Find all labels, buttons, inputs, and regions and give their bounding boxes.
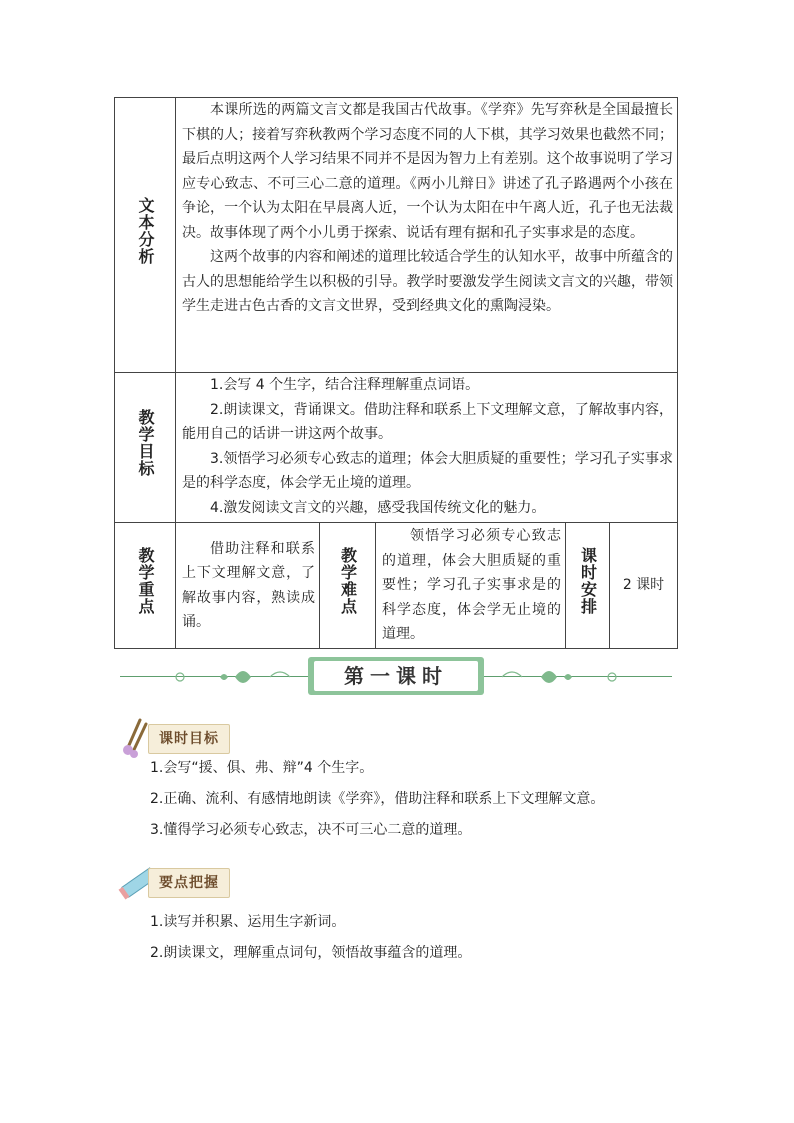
row-teaching-goals [115,373,678,523]
label-schedule: 课时安排 [566,523,610,649]
lesson-goal-3: 3.懂得学习必须专心致志，决不可三心二意的道理。 [150,822,472,838]
label-text-analysis: 文本分析 [115,98,176,373]
banner-box [308,657,484,695]
key-grasp-1: 1.读写并积累、运用生字新词。 [150,914,346,930]
teaching-goal-4: 4.激发阅读文言文的兴趣，感受我国传统文化的魅力。 [210,499,546,516]
text-analysis-content [176,98,678,373]
lesson-banner [120,655,672,699]
label-teaching-goals: 教学目标 [115,373,176,523]
section-lesson-goals [118,716,258,760]
banner-title: 第一课时 [314,661,478,691]
teaching-goals-content [176,373,678,523]
teaching-goal-3: 3.领悟学习必须专心致志的道理；体会大胆质疑的重要性；学习孔子实事求是的科学态度，体会学无止境的道理。 [182,450,674,491]
text-analysis-paragraph-1: 本课所选的两篇文言文都是我国古代故事。《学弈》先写弈秋是全国最擅长下棋的人；接着写弈秋教两个学习态度不同的人下棋，其学习效果也截然不同；最后点明这两个人学习结果不同并不是因为智力上有差别。这个故事说明了学习应专心致志、不可三心二意的道理。《两小儿辩日》讲述了孔子路遇两个小孩在争论，一个认为太阳在早晨离人近，一个认为太阳在中午离人近，孔子也无法裁决。故事体现了两个小儿勇于探索、说话有理有据和孔子实事求是的态度。 [182,102,674,241]
lesson-goal-2: 2.正确、流利、有感情地朗读《学弈》，借助注释和联系上下文理解文意。 [150,791,605,807]
section-key-grasp [118,860,258,904]
difficulties-content: 领悟学习必须专心致志的道理，体会大胆质疑的重要性；学习孔子实事求是的科学态度，体会学无止境的道理。 [376,523,566,649]
teaching-goal-2: 2.朗读课文，背诵课文。借助注释和联系上下文理解文意，了解故事内容，能用自己的话讲一讲这两个故事。 [182,401,674,442]
key-points-content: 借助注释和联系上下文理解文意，了解故事内容，熟读成诵。 [176,523,320,649]
label-key-points: 教学重点 [115,523,176,649]
teaching-goal-1: 1.会写 4 个生字，结合注释理解重点词语。 [210,377,480,393]
key-grasp-2: 2.朗读课文，理解重点词句，领悟故事蕴含的道理。 [150,945,472,961]
lesson-goals-title: 课时目标 [148,724,230,754]
label-difficulties: 教学难点 [320,523,376,649]
schedule-value: 2 课时 [610,523,678,649]
row-keys [115,523,678,649]
lesson-plan-table [114,97,678,649]
text-analysis-paragraph-2: 这两个故事的内容和阐述的道理比较适合学生的认知水平，故事中所蕴含的古人的思想能给学生以积极的引导。教学时要激发学生阅读文言文的兴趣，带领学生走进古色古香的文言文世界，受到经典文化的熏陶浸染。 [182,249,674,314]
row-text-analysis [115,98,678,373]
key-grasp-title: 要点把握 [148,868,230,898]
lesson-goal-1: 1.会写“援、俱、弗、辩”4 个生字。 [150,760,374,776]
